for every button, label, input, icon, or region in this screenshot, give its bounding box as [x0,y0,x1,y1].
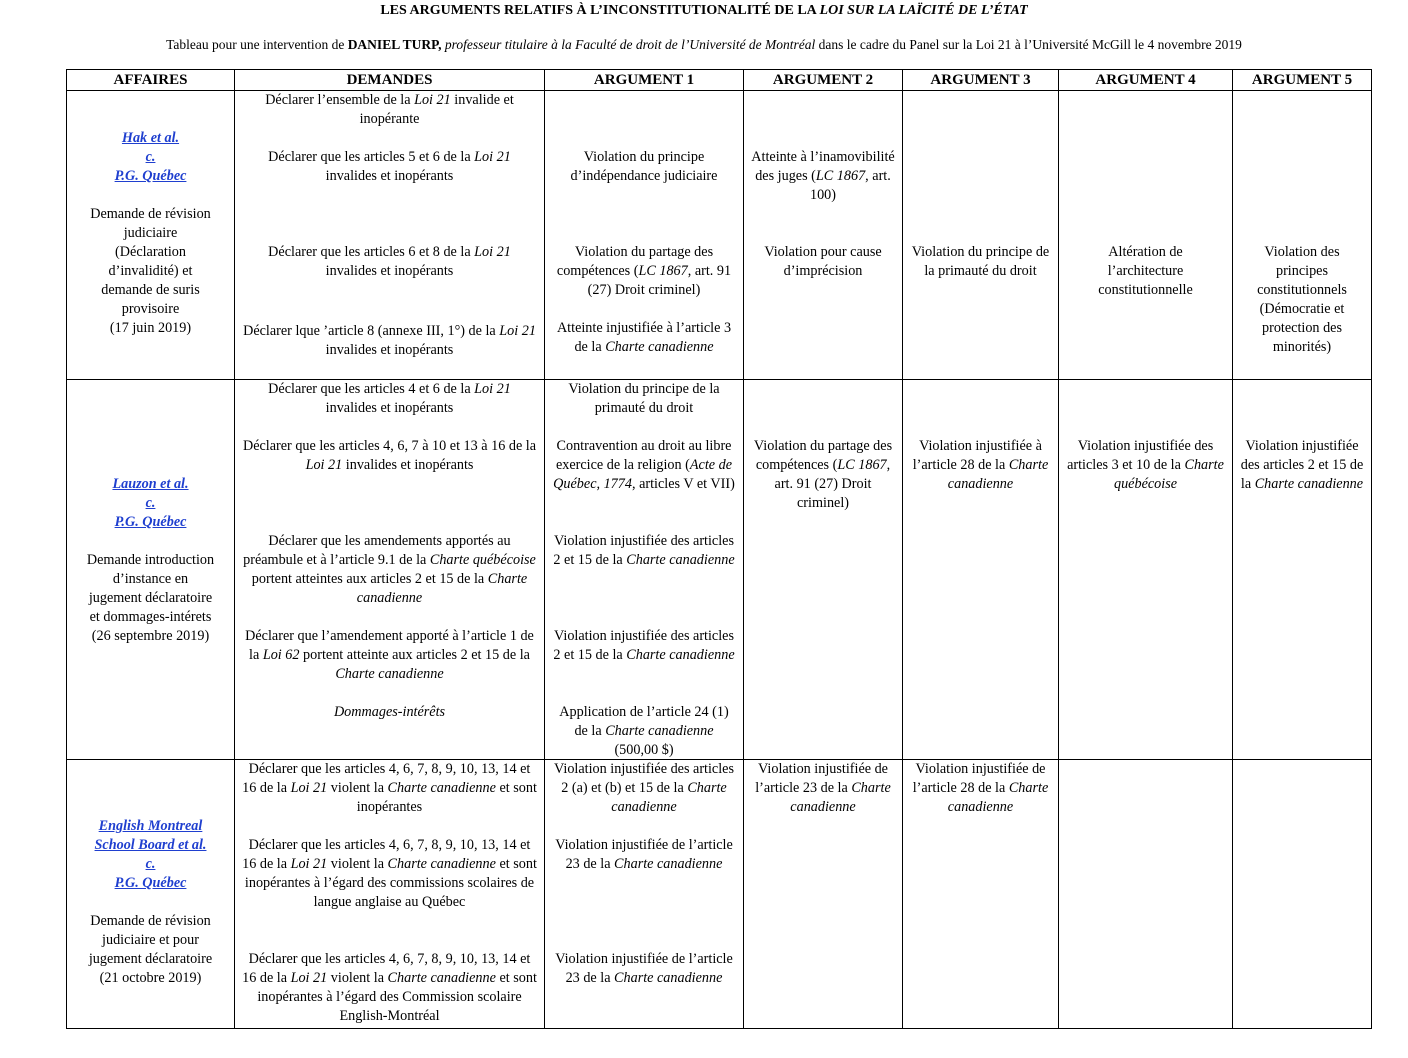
case-description: Demande de révision judiciaire et pour jugement déclaratoire (21 octobre 2019) [88,913,213,986]
case-link-school-board[interactable]: School Board et al. [94,837,207,853]
case-link-pg-quebec[interactable]: P.G. Québec [114,168,187,184]
argument-item: Violation pour cause d’imprécision [764,244,882,279]
argument-5-cell-lauzon [1233,380,1372,760]
demande-item: Déclarer que les articles 4 et 6 de la Loi 21 invalides et inopérants [268,381,511,416]
demandes-cell-emsb [235,760,545,1029]
column-header-demandes: DEMANDES [235,70,545,91]
demande-item: Déclarer que les articles 4, 6, 7, 8, 9, 10, 13, 14 et 16 de la Loi 21 violent la Charte canadienne et sont inopérantes à l’égard des Commission scolaire English-Montréal [242,951,537,1024]
case-link-c[interactable]: c. [145,495,156,511]
argument-item: Altération de l’architecture constitutionnelle [1098,244,1193,298]
argument-1-cell-emsb [545,760,744,1029]
argument-item: Violation injustifiée à l’article 28 de la Charte canadienne [912,438,1049,492]
argument-item: Violation injustifiée des articles 3 et 10 de la Charte québécoise [1067,438,1224,492]
argument-1-cell-lauzon [545,380,744,760]
argument-item: Violation injustifiée des articles 2 et 15 de la Charte canadienne [553,533,735,568]
argument-4-cell-lauzon [1059,380,1233,760]
table-header-row [67,70,1372,91]
demande-item: Déclarer que l’amendement apporté à l’article 1 de la Loi 62 portent atteinte aux articles 2 et 15 de la Charte canadienne [245,628,534,682]
column-header-argument-1: ARGUMENT 1 [545,70,744,91]
argument-item: Violation injustifiée des articles 2 (a) et (b) et 15 de la Charte canadienne [554,761,734,815]
demande-item: Dommages-intérêts [333,704,446,720]
column-header-argument-3: ARGUMENT 3 [903,70,1059,91]
case-link-pg-quebec[interactable]: P.G. Québec [114,875,187,891]
argument-item: Violation du principe d’indépendance judiciaire [570,149,718,184]
case-link-c[interactable]: c. [145,856,156,872]
case-link-english-montreal[interactable]: English Montreal [98,818,203,834]
case-link-hak[interactable]: Hak et al. [121,130,180,146]
case-link-lauzon[interactable]: Lauzon et al. [112,476,189,492]
document-subtitle: Tableau pour une intervention de DANIEL TURP, professeur titulaire à la Faculté de droit de l’Université de Montréal dans le cadre du Panel sur la Loi 21 à l’Université McGill le 4 novembre 2019 [166,37,1242,52]
argument-item: Violation du partage des compétences (LC 1867, art. 91 (27) Droit criminel) [556,244,732,298]
demande-item: Déclarer lque ’article 8 (annexe III, 1°) de la Loi 21 invalides et inopérants [243,323,536,358]
argument-5-cell-emsb [1233,760,1372,1029]
argument-3-cell-hak [903,91,1059,380]
table-row-lauzon [67,380,1372,760]
argument-1-cell-hak [545,91,744,380]
demandes-cell-hak [235,91,545,380]
case-cell-lauzon [67,380,235,760]
argument-item: Atteinte à l’inamovibilité des juges (LC 1867, art. 100) [751,149,895,203]
argument-item: Violation du principe de la primauté du droit [568,381,720,416]
demande-item: Déclarer que les amendements apportés au préambule et à l’article 9.1 de la Charte québécoise portent atteintes aux articles 2 et 15 de la Charte canadienne [243,533,536,606]
demande-item: Déclarer l’ensemble de la Loi 21 invalide et inopérante [265,92,514,127]
argument-item: Contravention au droit au libre exercice de la religion (Acte de Québec, 1774, articles V et VII) [553,438,735,492]
argument-item: Violation du principe de la primauté du droit [911,244,1050,279]
demandes-cell-lauzon [235,380,545,760]
case-description: Demande introduction d’instance en jugement déclaratoire et dommages-intérets (26 septembre 2019) [86,552,215,644]
argument-item: Violation du partage des compétences (LC 1867, art. 91 (27) Droit criminel) [753,438,893,511]
argument-3-cell-emsb [903,760,1059,1029]
arguments-table [66,69,1372,1029]
table-row-hak [67,91,1372,380]
argument-item: Violation des principes constitutionnels (Démocratie et protection des minorités) [1257,244,1347,355]
demande-item: Déclarer que les articles 6 et 8 de la Loi 21 invalides et inopérants [268,244,511,279]
case-link-pg-quebec[interactable]: P.G. Québec [114,514,187,530]
case-description: Demande de révision judiciaire (Déclaration d’invalidité) et demande de suris provisoire (17 juin 2019) [90,206,211,336]
argument-item: Violation injustifiée des articles 2 et 15 de la Charte canadienne [553,628,735,663]
argument-5-cell-hak [1233,91,1372,380]
argument-item: Atteinte injustifiée à l’article 3 de la Charte canadienne [556,320,732,355]
argument-2-cell-lauzon [744,380,903,760]
column-header-argument-5: ARGUMENT 5 [1233,70,1372,91]
demande-item: Déclarer que les articles 4, 6, 7 à 10 et 13 à 16 de la Loi 21 invalides et inopérants [242,438,537,473]
demande-item: Déclarer que les articles 5 et 6 de la Loi 21 invalides et inopérants [268,149,511,184]
argument-4-cell-hak [1059,91,1233,380]
table-row-emsb [67,760,1372,1029]
argument-item: Violation injustifiée de l’article 23 de la Charte canadienne [555,837,733,872]
case-link-c[interactable]: c. [145,149,156,165]
argument-item: Violation injustifiée de l’article 23 de la Charte canadienne [755,761,891,815]
column-header-argument-2: ARGUMENT 2 [744,70,903,91]
column-header-affaires: AFFAIRES [67,70,235,91]
demande-item: Déclarer que les articles 4, 6, 7, 8, 9, 10, 13, 14 et 16 de la Loi 21 violent la Charte canadienne et sont inopérantes [242,761,537,815]
argument-item: Violation injustifiée des articles 2 et 15 de la Charte canadienne [1240,438,1364,492]
argument-item: Application de l’article 24 (1) de la Charte canadienne (500,00 $) [559,704,729,758]
argument-item: Violation injustifiée de l’article 28 de la Charte canadienne [912,761,1049,815]
argument-2-cell-emsb [744,760,903,1029]
argument-3-cell-lauzon [903,380,1059,760]
argument-item: Violation injustifiée de l’article 23 de la Charte canadienne [555,951,733,986]
argument-2-cell-hak [744,91,903,380]
demande-item: Déclarer que les articles 4, 6, 7, 8, 9, 10, 13, 14 et 16 de la Loi 21 violent la Charte canadienne et sont inopérantes à l’égard des commissions scolaires de langue anglaise au Québec [242,837,537,910]
case-cell-hak [67,91,235,380]
argument-4-cell-emsb [1059,760,1233,1029]
case-cell-emsb [67,760,235,1029]
column-header-argument-4: ARGUMENT 4 [1059,70,1233,91]
document-title: LES ARGUMENTS RELATIFS À L’INCONSTITUTIONALITÉ DE LA LOI SUR LA LAÏCITÉ DE L’ÉTAT [380,3,1028,18]
